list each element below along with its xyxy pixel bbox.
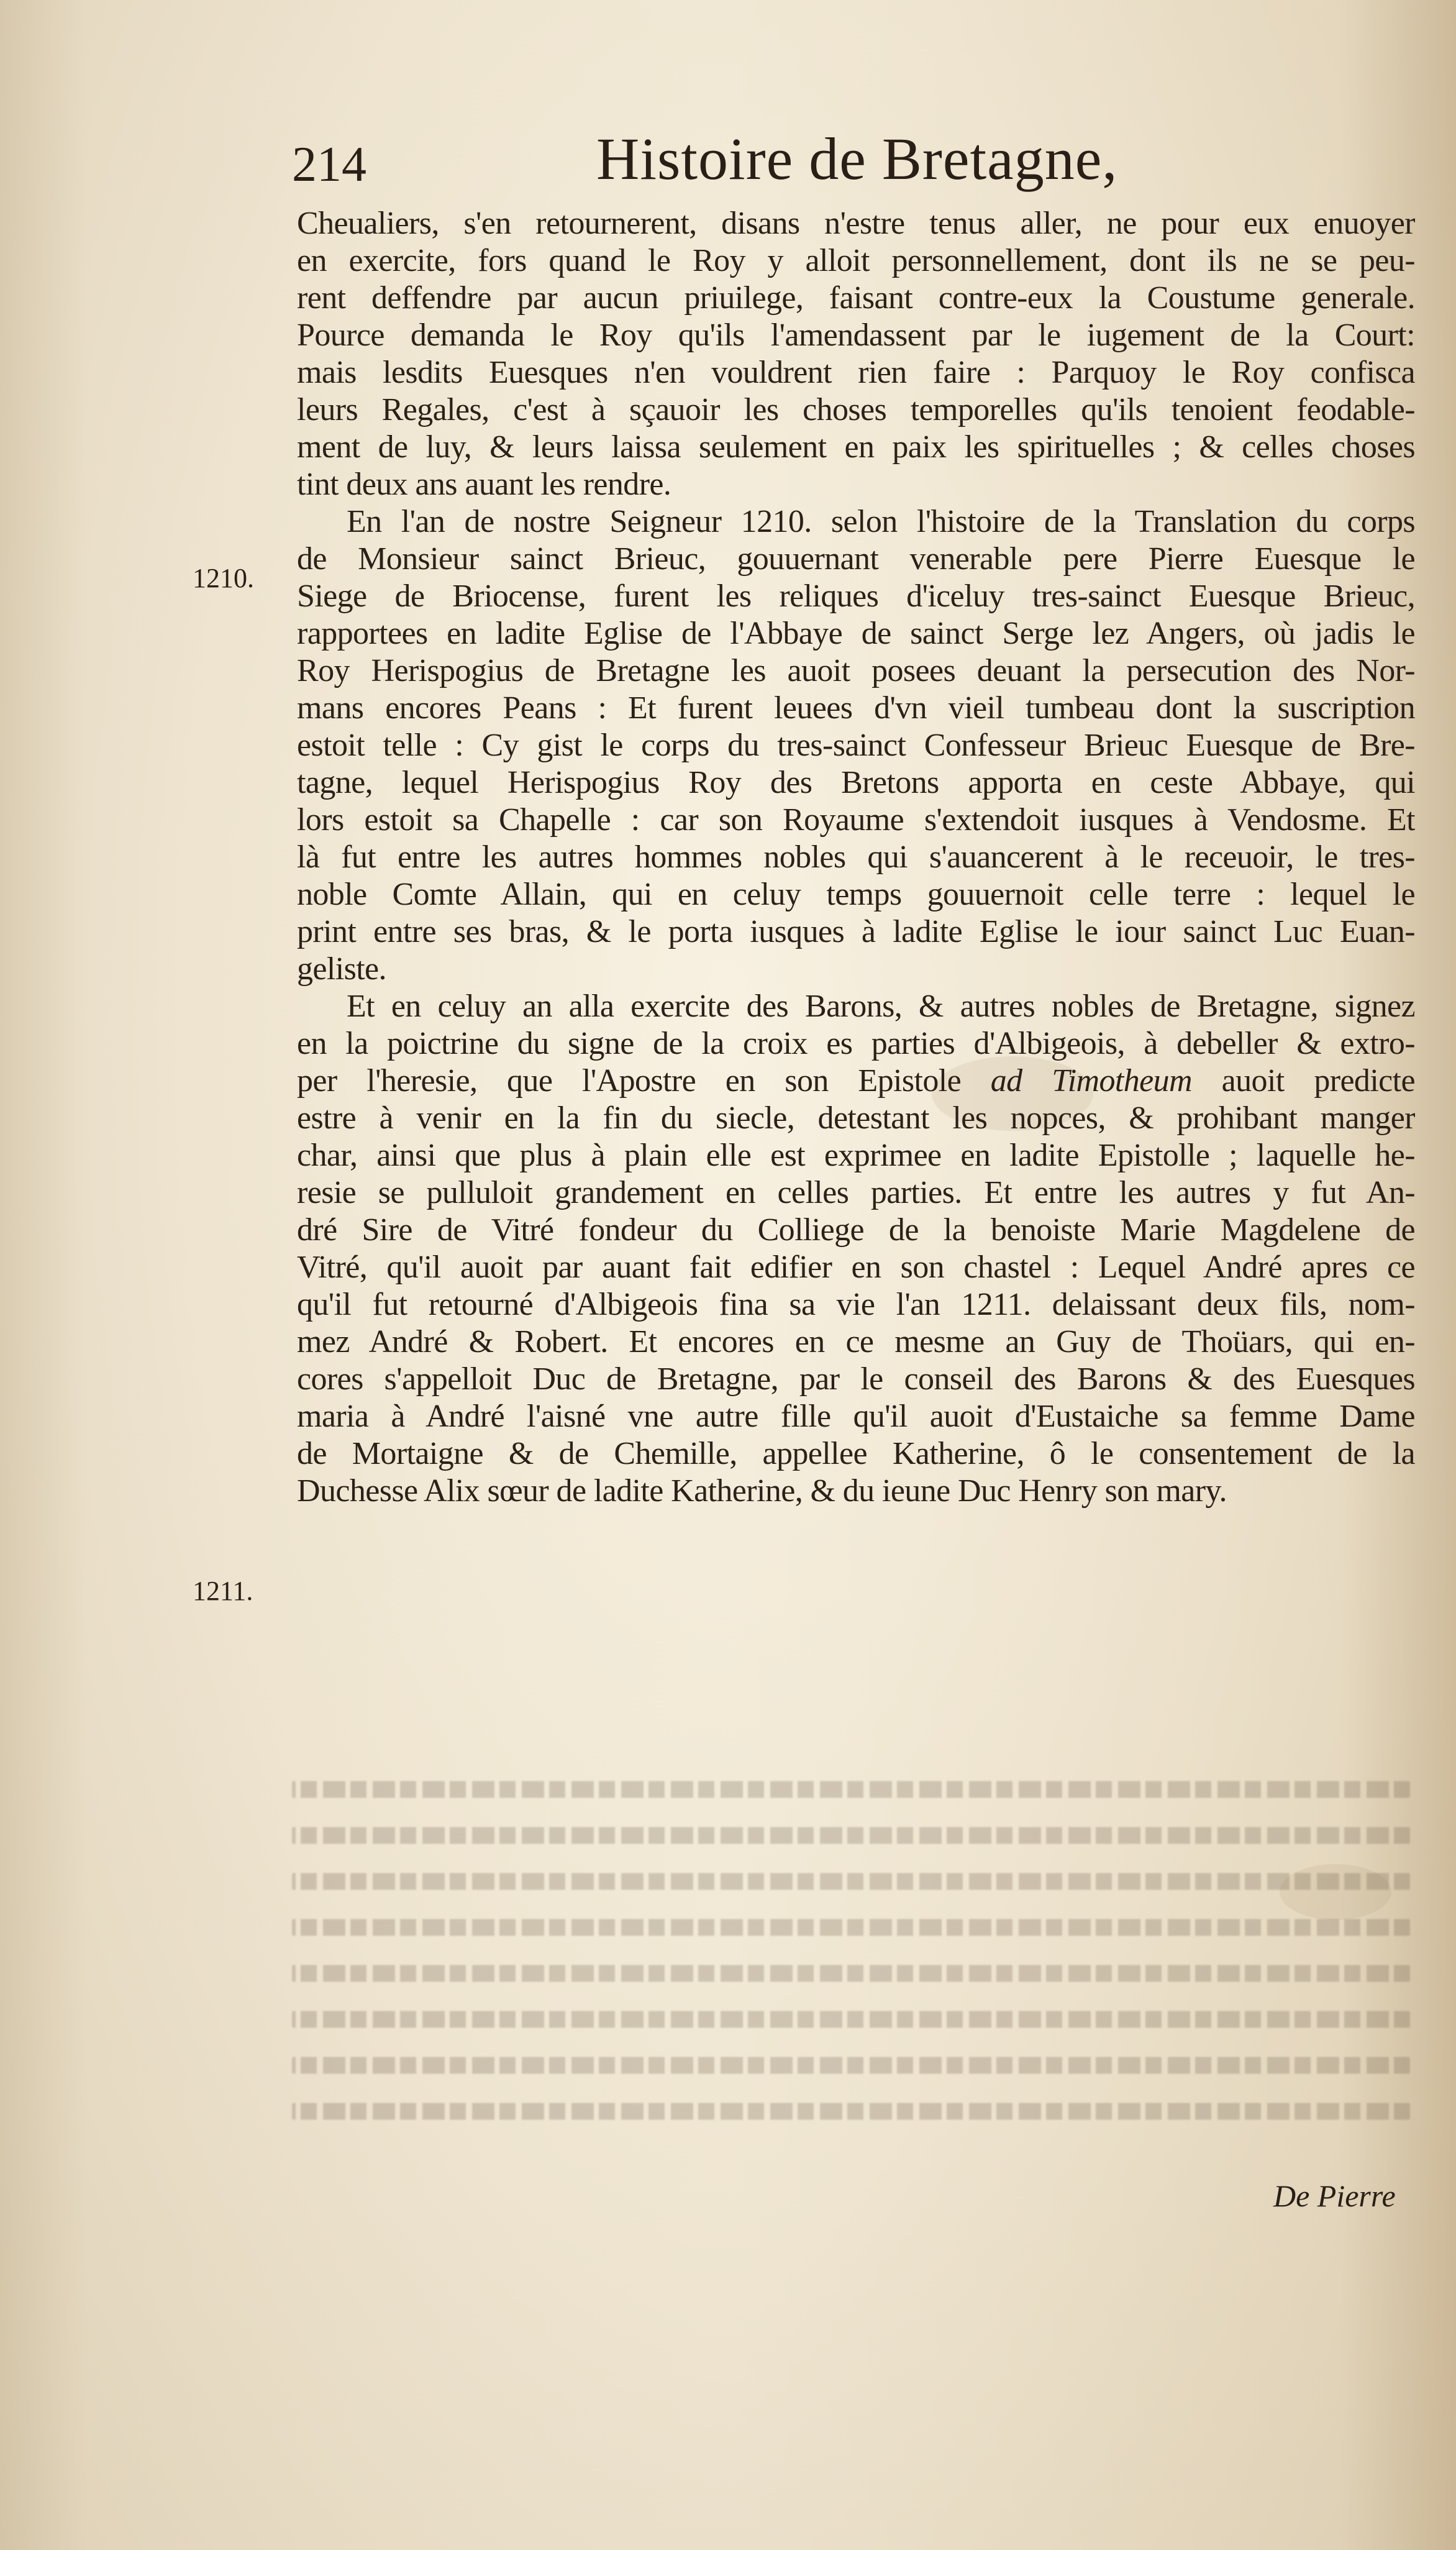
text-line: de Monsieur sainct Brieuc, gouuernant venerable pere Pierre Euesque le: [297, 541, 1415, 577]
paragraph: [297, 205, 1415, 503]
paragraph: [297, 503, 1415, 988]
running-title: Histoire de Bretagne,: [596, 126, 1118, 192]
text-line: rapportees en ladite Eglise de l'Abbaye de sainct Serge lez Angers, où jadis le: [297, 616, 1415, 651]
show-through-text: [292, 1771, 1410, 2139]
text-line: Cheualiers, s'en retournerent, disans n'estre tenus aller, ne pour eux enuoyer: [297, 206, 1415, 241]
text-line: Siege de Briocense, furent les reliques d'iceluy tres-sainct Euesque Brieuc,: [297, 578, 1415, 614]
paragraph: [297, 988, 1415, 1510]
text-line: cores s'appelloit Duc de Bretagne, par le conseil des Barons & des Euesques: [297, 1361, 1415, 1397]
text-line: leurs Regales, c'est à sçauoir les choses temporelles qu'ils tenoient feodable-: [297, 392, 1415, 427]
text-line: estoit telle : Cy gist le corps du tres-sainct Confesseur Brieuc Euesque de Bre-: [297, 728, 1415, 763]
text-line: dré Sire de Vitré fondeur du Colliege de la benoiste Marie Magdelene de: [297, 1212, 1415, 1248]
text-line: en exercite, fors quand le Roy y alloit personnellement, dont ils ne se peu-: [297, 243, 1415, 278]
text-line: tint deux ans auant les rendre.: [297, 467, 671, 502]
text-line: de Mortaigne & de Chemille, appellee Katherine, ô le consentement de la: [297, 1436, 1415, 1471]
text-line: mans encores Peans : Et furent leuees d'vn vieil tumbeau dont la suscription: [297, 690, 1415, 726]
page-number: 214: [292, 137, 366, 192]
text-line: noble Comte Allain, qui en celuy temps gouuernoit celle terre : lequel le: [297, 877, 1415, 912]
text-line: mais lesdits Euesques n'en vouldrent rien faire : Parquoy le Roy confisca: [297, 355, 1415, 390]
text-line: Et en celuy an alla exercite des Barons, & autres nobles de Bretagne, signez: [347, 989, 1415, 1024]
text-line: Duchesse Alix sœur de ladite Katherine, & du ieune Duc Henry son mary.: [297, 1473, 1227, 1509]
margin-note-1210: 1210.: [193, 563, 254, 593]
text-line: print entre ses bras, & le porta iusques à ladite Eglise le iour sainct Luc Euan-: [297, 914, 1415, 949]
text-line: Pource demanda le Roy qu'ils l'amendassent par le iugement de la Court:: [297, 318, 1415, 353]
latin-phrase: ad Timotheum: [990, 1063, 1192, 1099]
text-line: per l'heresie, que l'Apostre en son Epistole ad Timotheum auoit predicte: [297, 1063, 1415, 1099]
text-line: Vitré, qu'il auoit par auant fait edifier en son chastel : Lequel André apres ce: [297, 1250, 1415, 1285]
text-line: resie se pulluloit grandement en celles parties. Et entre les autres y fut An-: [297, 1175, 1415, 1210]
text-line: maria à André l'aisné vne autre fille qu'il auoit d'Eustaiche sa femme Dame: [297, 1399, 1415, 1434]
text-line: mez André & Robert. Et encores en ce mesme an Guy de Thoüars, qui en-: [297, 1324, 1415, 1360]
text-line: lors estoit sa Chapelle : car son Royaume s'extendoit iusques à Vendosme. Et: [297, 802, 1415, 838]
text-line: qu'il fut retourné d'Albigeois fina sa vie l'an 1211. delaissant deux fils, nom-: [297, 1287, 1415, 1322]
text-line: Roy Herispogius de Bretagne les auoit posees deuant la persecution des Nor-: [297, 653, 1415, 688]
text-line: en la poictrine du signe de la croix es parties d'Albigeois, à debeller & extro-: [297, 1026, 1415, 1061]
text-line: estre à venir en la fin du siecle, detestant les nopces, & prohibant manger: [297, 1100, 1415, 1136]
page-header: [292, 124, 1162, 205]
text-line: tagne, lequel Herispogius Roy des Bretons apporta en ceste Abbaye, qui: [297, 765, 1415, 800]
margin-note-1211: 1211.: [193, 1576, 253, 1606]
text-line: là fut entre les autres hommes nobles qui s'auancerent à le receuoir, le tres-: [297, 839, 1415, 875]
text-line: ment de luy, & leurs laissa seulement en paix les spirituelles ; & celles choses: [297, 429, 1415, 465]
text-line: geliste.: [297, 951, 386, 987]
body-text: [297, 205, 1415, 1510]
catchword: De Pierre: [1273, 2178, 1396, 2213]
text-line: char, ainsi que plus à plain elle est exprimee en ladite Epistolle ; laquelle he-: [297, 1138, 1415, 1173]
text-line: rent deffendre par aucun priuilege, faisant contre-eux la Coustume generale.: [297, 280, 1415, 316]
text-line: En l'an de nostre Seigneur 1210. selon l'histoire de la Translation du corps: [347, 504, 1415, 539]
